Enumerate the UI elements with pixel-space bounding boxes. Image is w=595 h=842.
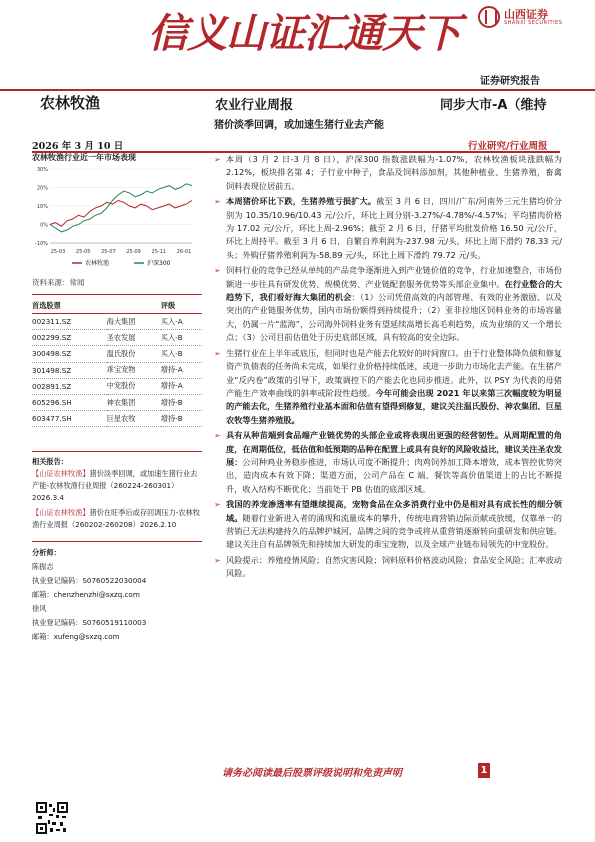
stock-code: 300498.SZ	[32, 346, 107, 362]
sector-title: 农林牧渔	[40, 94, 101, 112]
y-tick-label: 30%	[36, 167, 48, 173]
report-name: 农业行业周报	[215, 98, 294, 113]
company-logo	[478, 4, 584, 34]
stock-rating: 买入-B	[161, 346, 202, 362]
paragraph-bold: 本周猪价环比下跌，生猪养殖亏损扩大。	[226, 196, 377, 207]
x-tick-label: 25-05	[75, 249, 91, 255]
body-paragraph	[214, 498, 562, 552]
stock-table	[32, 299, 202, 427]
footer-disclaimer[interactable]: 请务必阅读最后股票评级说明和免责声明	[222, 768, 402, 779]
paragraph-text: 饲料行业的竞争已经从单纯的产品竞争逐渐进入到产业链价值的竞争，行业加速整合，市场份额进一步往具有研发优势、规模优势、产业链配套服务优势等头部企业集中。	[226, 265, 562, 289]
body-paragraph	[214, 347, 562, 427]
stock-name: 巨星农牧	[107, 411, 161, 427]
related-tag: 【山证农林牧渔】	[32, 469, 90, 479]
analyst-email[interactable]: 邮箱：chenzhenzhi@sxzq.com	[32, 590, 140, 600]
x-tick-label: 26-01	[176, 249, 192, 255]
stock-rating: 增持-A	[161, 362, 202, 378]
related-item[interactable]	[32, 468, 202, 504]
paragraph-text: ：（1）公司凭借高效的内部管理、有效的业务激励、以及突出的产业链服务优势，国内市场份额得到持续提升；（2）亚非拉地区饲料业务的市场容量大，仍属一片“蓝海”，公司海外饲料业务有望延续高增长高毛利趋势，成为业绩的又一个增长点；（3）公司目前估值处于历史底部区域，具有较高的安全边际。	[226, 292, 562, 343]
sidebar	[32, 152, 202, 644]
stock-code: 002311.SZ	[32, 314, 107, 330]
paragraph-text: 生猪行业在上半年或底压，但同时也是产能去化较好的时间窗口。由于行业整体降负债和修复资产负债表的任务尚未完成，如果行业价格持续低迷，或进一步助力市场化去产能。在生猪产业“反内卷”政策的引导下，政策调控下的产能去化也同步推进。此外，以 PSY 为代表的母猪产能生产效率曲线的斜率或阶段性趋缓。	[226, 347, 562, 398]
paragraph-text: 风险提示：养殖疫情风险；自然灾害风险；饲料原料价格波动风险；食品安全风险；汇率波动风险。	[226, 554, 562, 579]
analyst-heading: 分析师：	[32, 548, 61, 558]
table-row	[32, 346, 202, 362]
x-tick-label: 25-07	[101, 249, 116, 255]
body-paragraph	[214, 264, 562, 344]
analyst-email[interactable]: 邮箱：xufeng@sxzq.com	[32, 632, 120, 642]
x-tick-label: 25-09	[126, 249, 141, 255]
col-header-rating: 评级	[161, 299, 202, 314]
paragraph-text: 公司种鸡业务稳步推进，市场认可度不断提升；肉鸡饲养加工降本增效，成本管控优势突出，造肉成本有效下降；渠道方面，公司产品在 C 端、餐饮等高价值渠道上的占比不断提升，收入结构不断优化；当前处于 PB 估值的底部区域。	[226, 456, 562, 494]
stock-name: 海大集团	[107, 314, 161, 330]
analyst-reg: 执业登记编码：S0760522030004	[32, 576, 147, 586]
stock-name: 乖宝宠物	[107, 362, 161, 378]
table-row	[32, 411, 202, 427]
y-tick-label: 0%	[40, 222, 48, 229]
paragraph-bold: 具有从种苗端到食品端产业链优势的头部企业或将表现出更强的经营韧性。从周期配置的角度，在周期低位，低估值和低预期的品种在配置上或具有良好的风险收益比，建议关注圣农发展：	[226, 430, 562, 467]
y-tick-label: 20%	[36, 185, 48, 192]
logo-text-en: SHANXI SECURITIES	[504, 20, 563, 26]
col-header-stock: 首选股票	[32, 299, 107, 314]
legend-label: 农林牧渔	[85, 260, 110, 267]
y-tick-label: -10%	[35, 241, 48, 247]
related-item[interactable]	[32, 507, 202, 531]
table-row	[32, 314, 202, 330]
legend-label: 沪深300	[147, 260, 171, 267]
body-paragraph	[214, 195, 562, 262]
y-tick-label: 10%	[36, 204, 48, 210]
stock-rating: 增持-B	[161, 394, 202, 410]
stock-code: 603477.SH	[32, 411, 107, 427]
analyst-name: 陈振志	[32, 562, 54, 572]
body-paragraph	[214, 554, 562, 581]
stock-rating: 买入-A	[161, 314, 202, 330]
related-reports	[32, 456, 202, 531]
paragraph-text: 本周（3 月 2 日-3 月 8 日），沪深300 指数涨跌幅为-1.07%，农林牧渔板块涨跌幅为 2.12%，板块排名第 4；子行业中种子，食品及饲料添加剂，其他种植业、生猪养殖，畜禽饲料表现位居前五。	[226, 154, 562, 191]
divider	[32, 294, 202, 295]
body-paragraph	[214, 153, 562, 193]
chart-heading: 农林牧渔行业近一年市场表现	[32, 153, 136, 162]
market-chart	[32, 163, 202, 273]
analyst-reg: 执业登记编码：S0760519110003	[32, 618, 147, 628]
header-divider	[0, 89, 595, 91]
series-line	[50, 201, 192, 227]
divider	[32, 541, 202, 542]
stock-name: 神农集团	[107, 394, 161, 410]
related-heading: 相关报告：	[32, 457, 68, 467]
x-tick-label: 25-11	[151, 249, 167, 255]
report-category: 行业研究/行业周报	[468, 141, 548, 152]
logo-icon	[478, 6, 500, 28]
stock-name: 中宠股份	[107, 378, 161, 394]
qr-code-icon	[36, 802, 68, 834]
paragraph-text: 截至 3 月 6 日，四川/广东/河南外三元生猪均价分别为 10.35/10.96/10.43 元/公斤，环比上周分别-3.27%/-4.78%/-4.57%；平均猪肉价格为 17.02 元/公斤，环比上周-2.96%；截至 2 月 6 日，仔猪平均批发价格 16.50 元/公斤，环比上周持平。截至 3 月 6 日，自繁自养利润为-237.98 元/头，环比上周下滑约 78.33 元/头；外购仔猪养殖利润为-58.89 元/头，环比上周下滑约 79.72 元/头。	[226, 196, 562, 260]
chart-source: 资料来源：常闻	[32, 278, 85, 287]
page-number: 1	[478, 763, 490, 778]
stock-name: 温氏股份	[107, 346, 161, 362]
related-text: 猪价在旺季后或存回调压力-农林牧渔行业周报（260202-260208）2026.2.10	[32, 508, 200, 530]
stock-rating: 增持-A	[161, 378, 202, 394]
stock-code: 002891.SZ	[32, 378, 107, 394]
stock-rating: 增持-B	[161, 411, 202, 427]
report-type: 证券研究报告	[480, 76, 540, 87]
related-tag: 【山证农林牧渔】	[32, 508, 90, 518]
main-body	[214, 153, 562, 583]
slogan-banner: 信义山证汇通天下	[148, 10, 460, 57]
stock-code: 301498.SZ	[32, 362, 107, 378]
logo-text-cn: 山西证券	[504, 8, 548, 21]
related-text: 猪价淡季回调，或加速生猪行业去产能-农林牧渔行业周报（260224-260301）2026.3.4	[32, 469, 198, 503]
paragraph-text: 随着行业新进入者的涌现和流量成本的攀升，传统电商营销边际贡献或放缓，仅靠单一的营销已无法构建持久的品牌护城河，品牌之间的竞争或将从重营销逐渐转向重研发和供应链。建议关注自有品牌领先和持续加大研发的乖宝宠物，以及全球产业链布局领先的中宠股份。	[226, 512, 562, 550]
report-date: 2026 年 3 月 10 日	[32, 141, 124, 152]
paragraph-bold: 在行业整合的大趋势下，我们看好海大集团的机会	[226, 278, 562, 303]
col-header-name	[107, 299, 161, 314]
table-row	[32, 330, 202, 346]
chart-svg	[32, 163, 202, 273]
rating-label: 同步大市-A（维持	[440, 98, 547, 113]
stock-code: 002299.SZ	[32, 330, 107, 346]
stock-name: 圣农发展	[107, 330, 161, 346]
stock-rating: 买入-B	[161, 330, 202, 346]
paragraph-bold: 我国的养宠渗透率有望继续提高，宠物食品在众多消费行业中仍是相对具有成长性的细分领域。	[226, 499, 562, 523]
table-row	[32, 362, 202, 378]
analyst-block	[32, 546, 202, 644]
report-subtitle: 猪价淡季回调，或加速生猪行业去产能	[214, 120, 384, 131]
paragraph-bold: 今年可能会出现 2021 年以来第三次幅度较为明显的产能去化，生猪养殖行业基本面和估值有望得到修复，建议关注温氏股份、神农集团、巨星农牧等生猪养殖股。	[226, 387, 562, 425]
stock-code: 605296.SH	[32, 394, 107, 410]
x-tick-label: 25-03	[50, 249, 66, 255]
body-paragraph	[214, 429, 562, 496]
table-row	[32, 394, 202, 410]
divider	[32, 451, 202, 452]
table-row	[32, 378, 202, 394]
analyst-name: 徐风	[32, 604, 47, 614]
